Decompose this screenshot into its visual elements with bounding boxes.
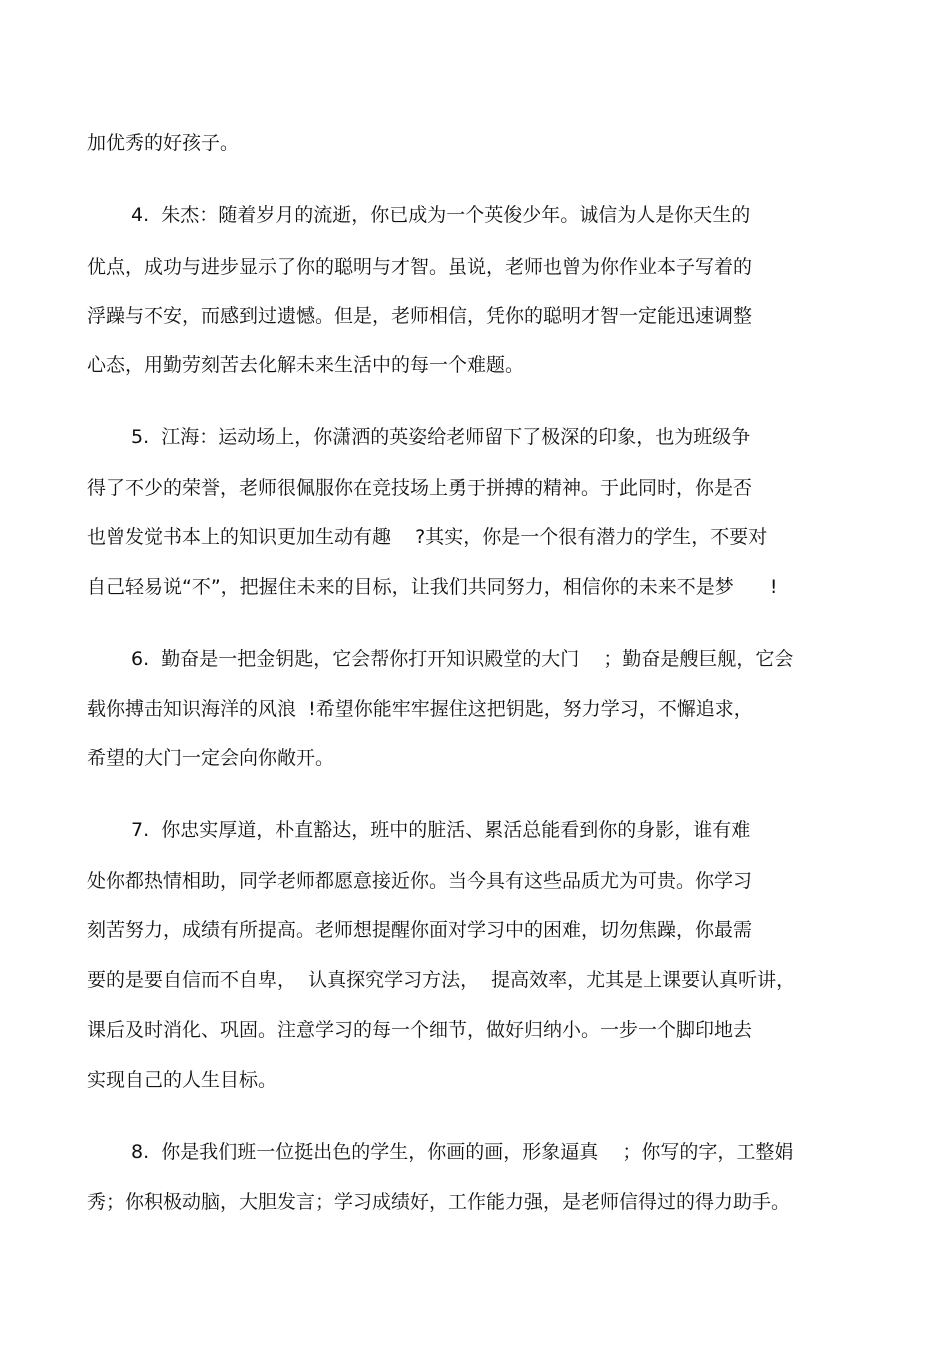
paragraph-4-line-4: 心态，用勤劳刻苦去化解未来生活中的每一个难题。 — [87, 354, 525, 376]
paragraph-7-line-2: 处你都热情相助，同学老师都愿意接近你。当今具有这些品质尤为可贵。你学习 — [87, 870, 753, 892]
paragraph-8-line-2: 秀；你积极动脑，大胆发言；学习成绩好，工作能力强，是老师信得过的得力助手。 — [87, 1191, 791, 1213]
paragraph-7-line-1: 7. 你忠实厚道，朴直豁达，班中的脏活、累活总能看到你的身影，谁有难 — [131, 819, 751, 841]
paragraph-7-line-6: 实现自己的人生目标。 — [87, 1069, 278, 1091]
paragraph-4-line-2: 优点，成功与进步显示了你的聪明与才智。虽说，老师也曾为你作业本子写着的 — [87, 256, 753, 278]
paragraph-8-line-1: 8. 你是我们班一位挺出色的学生，你画的画，形象逼真 ；你写的字，工整娟 — [131, 1141, 794, 1163]
paragraph-5-line-4: 自己轻易说“不”，把握住未来的目标，让我们共同努力，相信你的未来不是梦 ! — [87, 576, 778, 598]
paragraph-7-line-5: 课后及时消化、巩固。注意学习的每一个细节，做好归纳小。一步一个脚印地去 — [87, 1019, 753, 1041]
paragraph-7-line-4: 要的是要自信而不自卑， 认真探究学习方法， 提高效率，尤其是上课要认真听讲， — [87, 969, 796, 991]
paragraph-4-line-3: 浮躁与不安，而感到过遗憾。但是，老师相信，凭你的聪明才智一定能迅速调整 — [87, 305, 753, 327]
paragraph-6-line-2: 载你搏击知识海洋的风浪 !希望你能牢牢握住这把钥匙，努力学习，不懈追求， — [87, 698, 753, 720]
paragraph-7-line-3: 刻苦努力，成绩有所提高。老师想提醒你面对学习中的困难，切勿焦躁，你最需 — [87, 919, 753, 941]
paragraph-4-line-1: 4. 朱杰：随着岁月的流逝，你已成为一个英俊少年。诚信为人是你天生的 — [131, 204, 751, 226]
paragraph-5-line-3: 也曾发觉书本上的知识更加生动有趣 ?其实，你是一个很有潜力的学生，不要对 — [87, 526, 768, 548]
paragraph-5-line-1: 5. 江海：运动场上，你潇洒的英姿给老师留下了极深的印象，也为班级争 — [131, 426, 751, 448]
paragraph-5-line-2: 得了不少的荣誉，老师很佩服你在竞技场上勇于拼搏的精神。于此同时，你是否 — [87, 477, 753, 499]
paragraph-3-line-end: 加优秀的好孩子。 — [87, 132, 240, 154]
paragraph-6-line-3: 希望的大门一定会向你敞开。 — [87, 747, 335, 769]
paragraph-6-line-1: 6. 勤奋是一把金钥匙，它会帮你打开知识殿堂的大门 ；勤奋是艘巨舰，它会 — [131, 648, 794, 670]
